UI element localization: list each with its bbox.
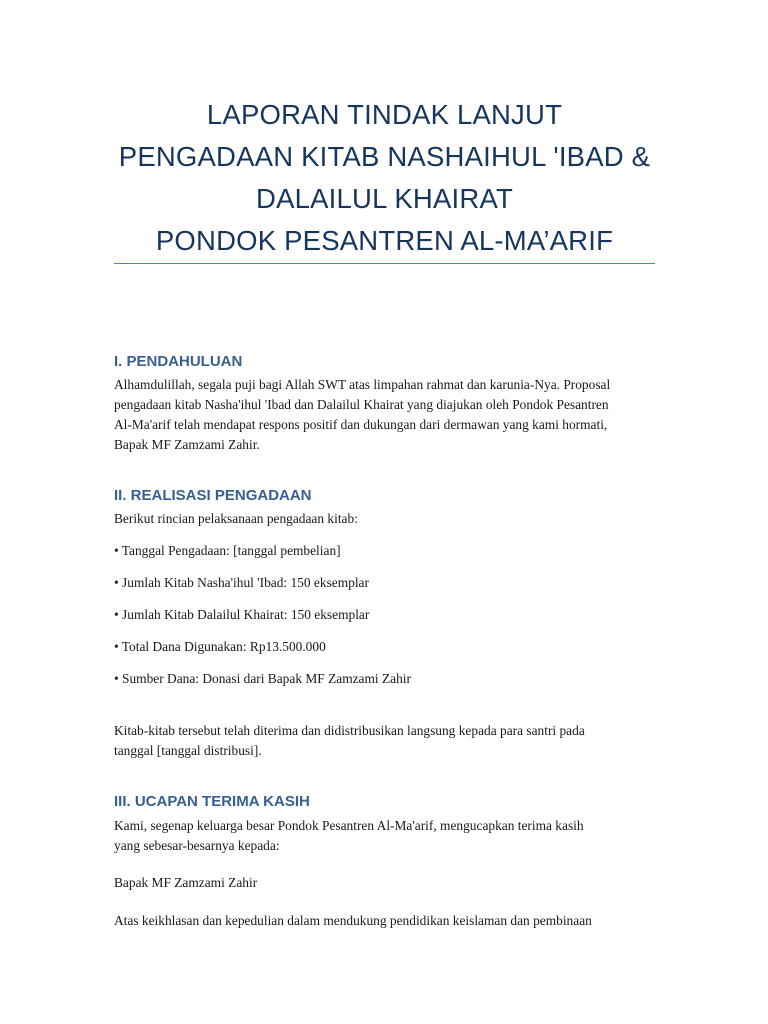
document-title xyxy=(114,94,655,262)
realisasi-intro: Berikut rincian pelaksanaan pengadaan kitab: xyxy=(114,511,358,526)
paragraph-line: tanggal [tanggal distribusi]. xyxy=(114,743,262,758)
paragraph-line: pengadaan kitab Nasha'ihul 'Ibad dan Dalailul Khairat yang diajukan oleh Pondok Pesantren xyxy=(114,397,609,412)
title-line: PENGADAAN KITAB NASHAIHUL 'IBAD & xyxy=(118,141,651,172)
section-heading-ucapan: III. UCAPAN TERIMA KASIH xyxy=(114,793,310,810)
paragraph-line: Alhamdulillah, segala puji bagi Allah SWT atas limpahan rahmat dan karunia-Nya. Proposal xyxy=(114,377,611,392)
section-heading-realisasi: II. REALISASI PENGADAAN xyxy=(114,487,312,504)
title-line: PONDOK PESANTREN AL-MA’ARIF xyxy=(155,225,614,256)
final-paragraph-line: Atas keikhlasan dan kepedulian dalam mendukung pendidikan keislaman dan pembinaan xyxy=(114,913,592,928)
document-page xyxy=(114,0,655,1024)
section-heading-pendahuluan: I. PENDAHULUAN xyxy=(114,353,243,370)
bullet-item: • Jumlah Kitab Dalailul Khairat: 150 eksemplar xyxy=(114,607,370,622)
paragraph-line: yang sebesar-besarnya kepada: xyxy=(114,838,280,853)
pendahuluan-paragraph xyxy=(114,375,655,455)
title-line: LAPORAN TINDAK LANJUT xyxy=(206,99,563,130)
paragraph-line: Kitab-kitab tersebut telah diterima dan didistribusikan langsung kepada para santri pada xyxy=(114,723,585,738)
paragraph-line: Kami, segenap keluarga besar Pondok Pesantren Al-Ma'arif, mengucapkan terima kasih xyxy=(114,818,584,833)
bullet-item: • Jumlah Kitab Nasha'ihul 'Ibad: 150 eksemplar xyxy=(114,575,369,590)
title-line: DALAILUL KHAIRAT xyxy=(256,183,513,214)
ucapan-paragraph xyxy=(114,816,655,856)
title-divider xyxy=(114,263,655,264)
paragraph-line: Al-Ma'arif telah mendapat respons positif dan dukungan dari dermawan yang kami hormati, xyxy=(114,417,608,432)
recipient-name: Bapak MF Zamzami Zahir xyxy=(114,875,258,890)
realisasi-closing-paragraph xyxy=(114,721,655,761)
bullet-item: • Tanggal Pengadaan: [tanggal pembelian] xyxy=(114,543,341,558)
bullet-item: • Total Dana Digunakan: Rp13.500.000 xyxy=(114,639,326,654)
bullet-item: • Sumber Dana: Donasi dari Bapak MF Zamzami Zahir xyxy=(114,671,411,686)
paragraph-line: Bapak MF Zamzami Zahir. xyxy=(114,437,260,452)
